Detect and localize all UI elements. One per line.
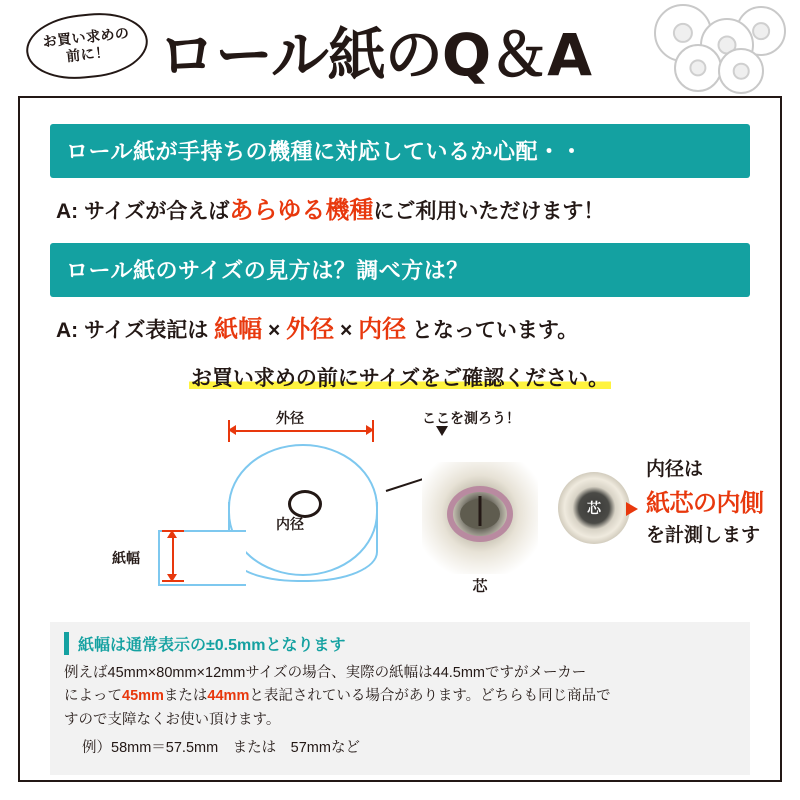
core-photo: [422, 462, 538, 595]
size-check-note: [50, 362, 750, 392]
outer-diameter-label: 外径: [276, 410, 304, 426]
page-title: ロール紙のQ＆A: [158, 21, 592, 89]
answer-1-pre: A: サイズが合えば: [56, 200, 230, 223]
question-bar-1: ロール紙が手持ちの機種に対応しているか心配・・: [50, 124, 750, 178]
tolerance-note: [50, 622, 750, 775]
badge-line-2: 前に！: [65, 43, 111, 65]
inner-diameter-explanation: [646, 454, 800, 547]
answer-2-term-inner: 内径: [358, 316, 407, 343]
tolerance-note-line3: すので支障なくお使い頂けます。: [64, 711, 281, 728]
paper-width-label: 紙幅: [112, 550, 140, 566]
outer-diameter-arrow: [236, 430, 366, 432]
core-photo-label: 芯: [472, 578, 488, 595]
tolerance-note-heading: 紙幅は通常表示の±0.5mmとなります: [64, 632, 736, 655]
tolerance-note-value-45: 45mm: [122, 688, 164, 705]
size-check-note-text: お買い求めの前にサイズをご確認ください。: [190, 367, 610, 390]
inner-diameter-explanation-line3: を計測します: [646, 525, 761, 546]
paper-width-tick-bottom: [162, 580, 184, 582]
answer-2-pre: A: サイズ表記は: [56, 319, 209, 342]
outer-diameter-tick-left: [228, 420, 230, 442]
page-header: [0, 0, 800, 96]
answer-1: [56, 190, 750, 225]
tolerance-note-value-44: 44mm: [207, 688, 250, 705]
answer-2-term-outer: 外径: [286, 316, 335, 343]
answer-2-times-1: ×: [268, 319, 281, 342]
tolerance-note-line2-pre: によって: [64, 688, 122, 705]
inner-diameter-explanation-line2: 紙芯の内側: [646, 490, 764, 517]
inner-diameter-explanation-line1: 内径は: [646, 459, 704, 480]
answer-1-highlight: あらゆる機種: [229, 197, 374, 224]
answer-1-post: にご利用いただけます！: [373, 200, 605, 223]
core-photo-measure-arrow: [479, 496, 482, 526]
answer-2-term-width: 紙幅: [214, 316, 263, 343]
tolerance-note-example: 例）58mm＝57.5mm または 57mmなど: [82, 740, 360, 757]
roll-measurement-diagram: [50, 406, 764, 614]
paper-width-arrow: [172, 538, 174, 576]
paper-width-tick-top: [162, 530, 184, 532]
content-frame: [18, 96, 782, 782]
pre-purchase-badge: [23, 8, 151, 84]
tolerance-note-line1: 例えば45mm×80mm×12mmサイズの場合、実際の紙幅は44.5mmですがメーカー: [64, 665, 587, 681]
measure-here-arrow-icon: [436, 426, 448, 436]
answer-2: [56, 309, 750, 344]
measure-here-label: ここを測ろう！: [422, 410, 520, 426]
tolerance-note-body: [64, 662, 736, 761]
question-bar-2: ロール紙のサイズの見方は？調べ方は？: [50, 243, 750, 297]
tolerance-note-line2-post: と表記されている場合があります。どちらも同じ商品で: [249, 688, 611, 705]
inner-diameter-label: 内径: [276, 516, 304, 532]
outer-diameter-tick-right: [372, 420, 374, 442]
tolerance-note-line2-mid: または: [163, 688, 208, 705]
paper-roll-stack-icon: [652, 4, 782, 90]
badge-line-1: お買い求めの: [41, 24, 131, 50]
answer-2-times-2: ×: [339, 319, 353, 342]
core-badge-icon: 芯: [558, 472, 630, 544]
callout-connector: [386, 478, 425, 492]
answer-2-post: となっています。: [411, 319, 579, 342]
core-pointer-arrow-icon: [626, 502, 638, 516]
